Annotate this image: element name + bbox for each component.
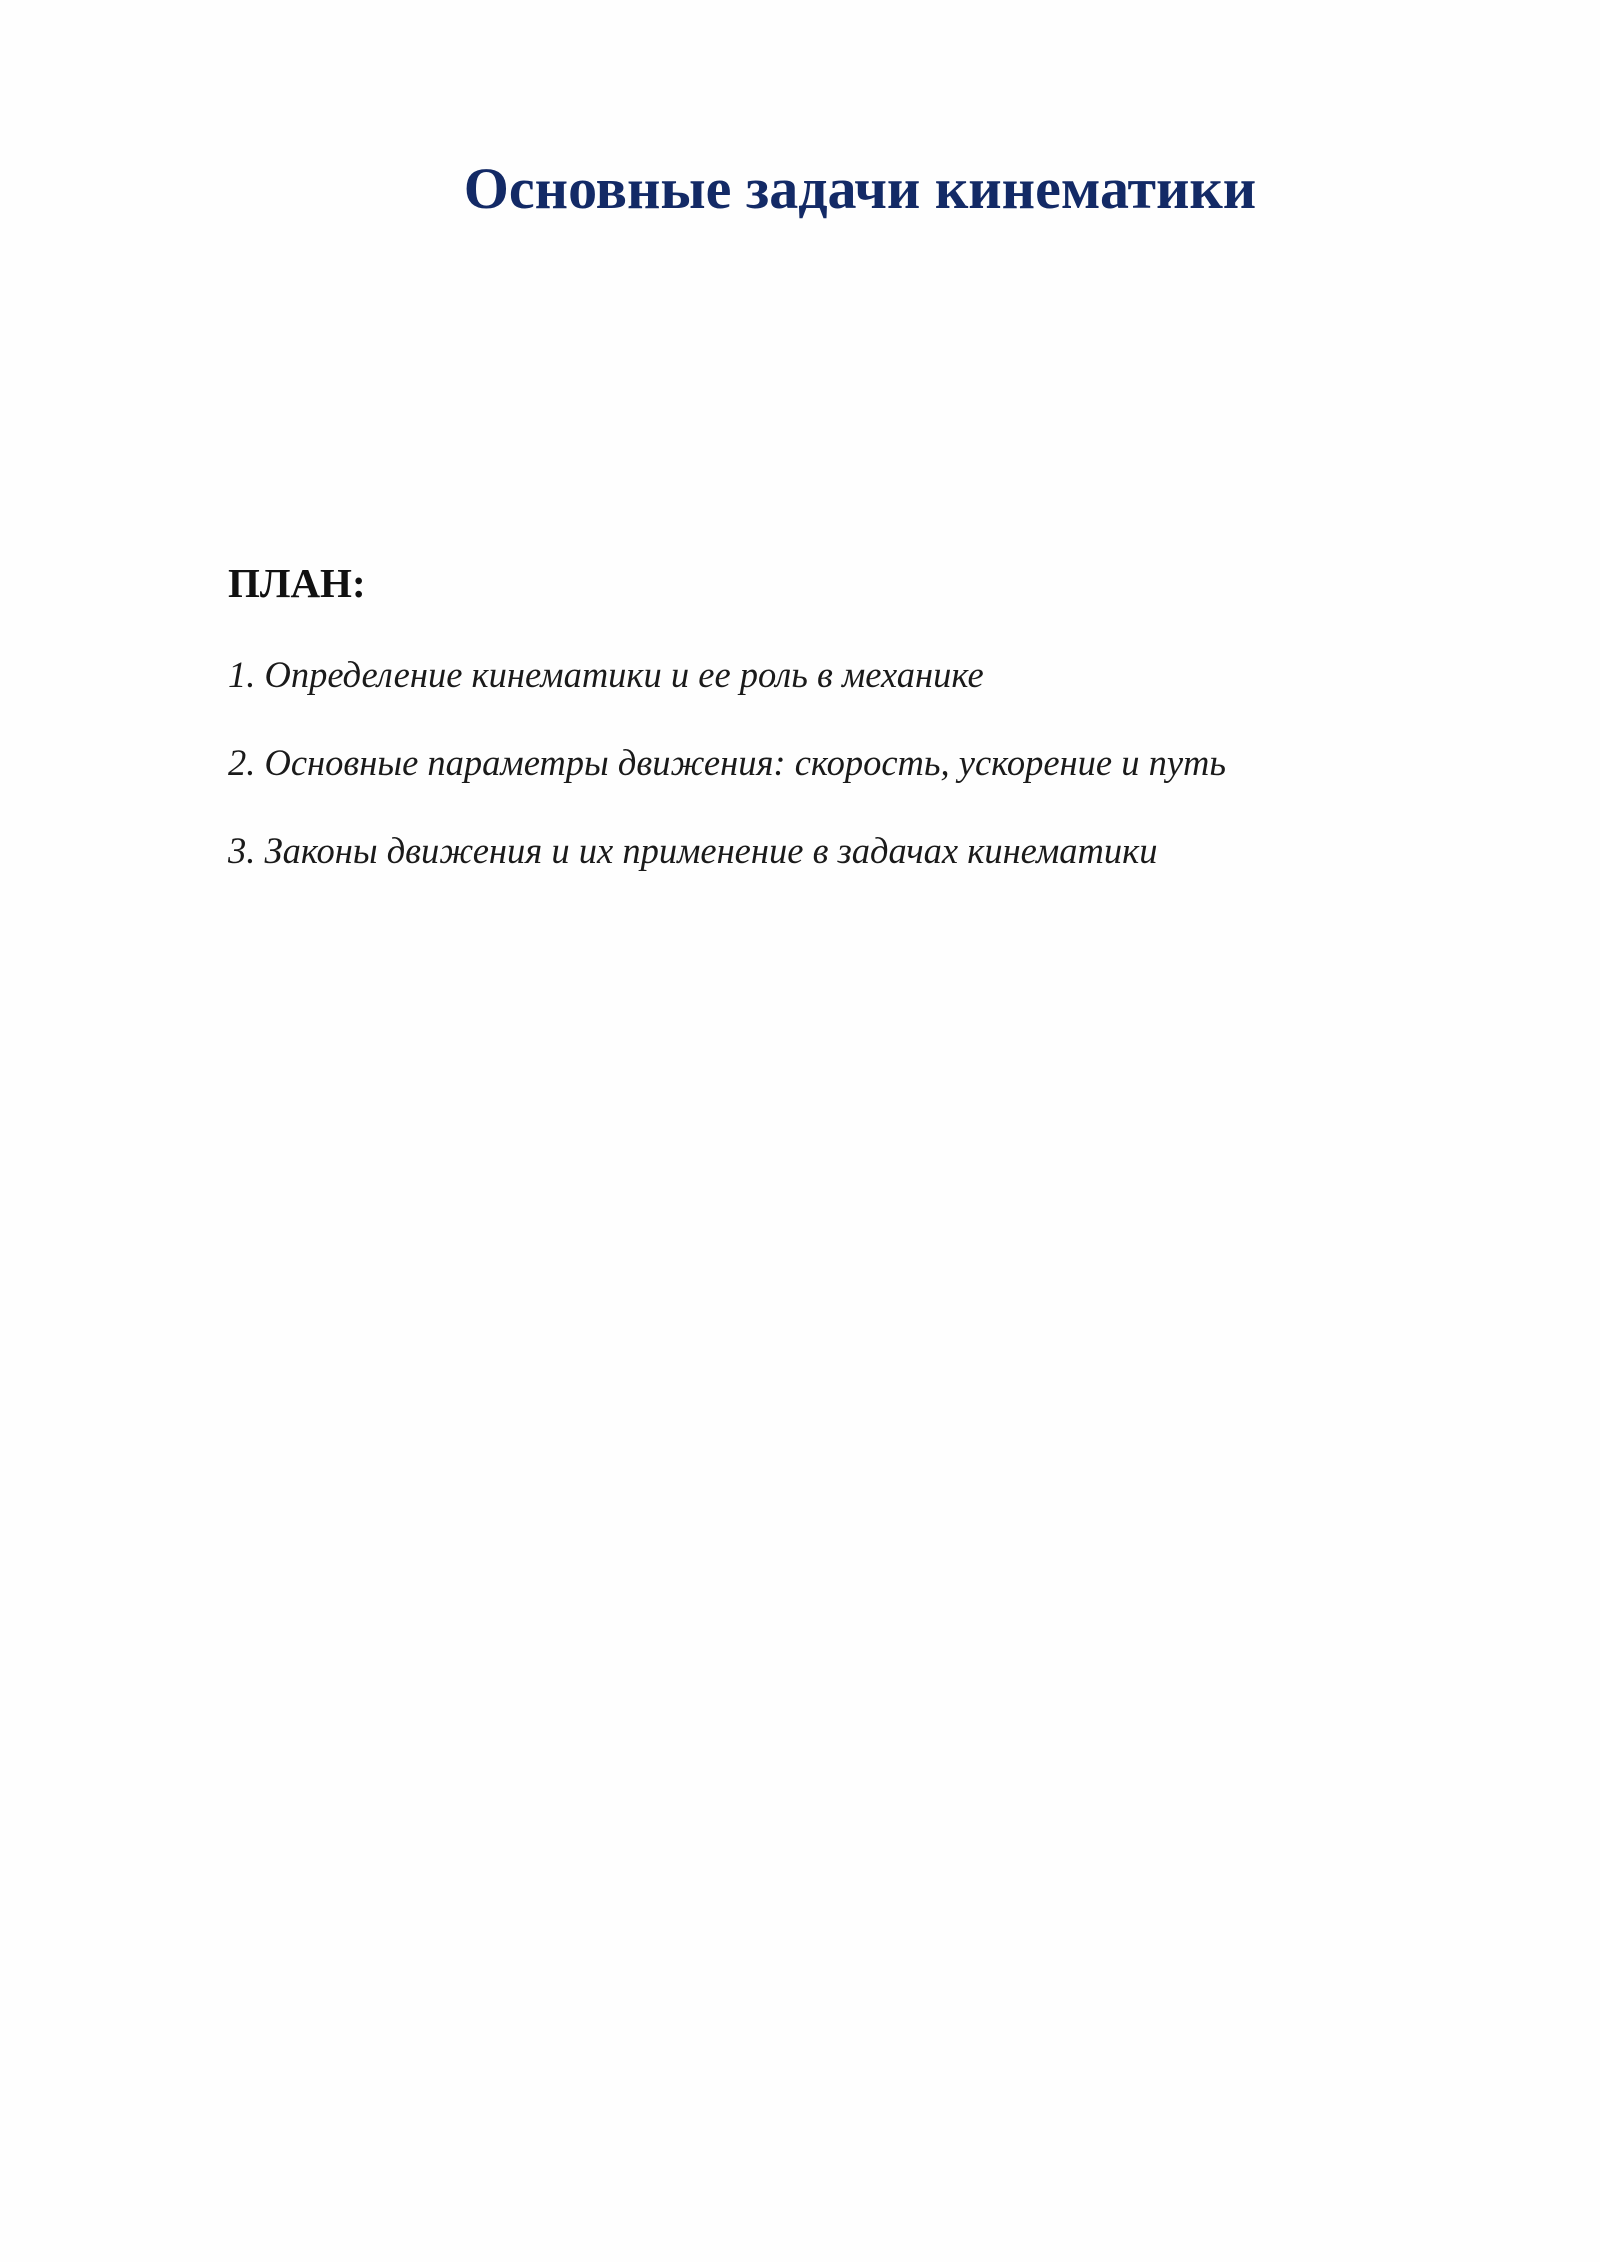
plan-list bbox=[228, 650, 1226, 914]
plan-heading: ПЛАН: bbox=[228, 560, 366, 606]
plan-item-3: 3. Законы движения и их применение в задачах кинематики bbox=[228, 830, 1158, 871]
document-title: Основные задачи кинематики bbox=[463, 156, 1257, 221]
plan-item-1: 1. Определение кинематики и ее роль в механике bbox=[228, 654, 984, 695]
plan-item-2: 2. Основные параметры движения: скорость, ускорение и путь bbox=[228, 742, 1227, 783]
